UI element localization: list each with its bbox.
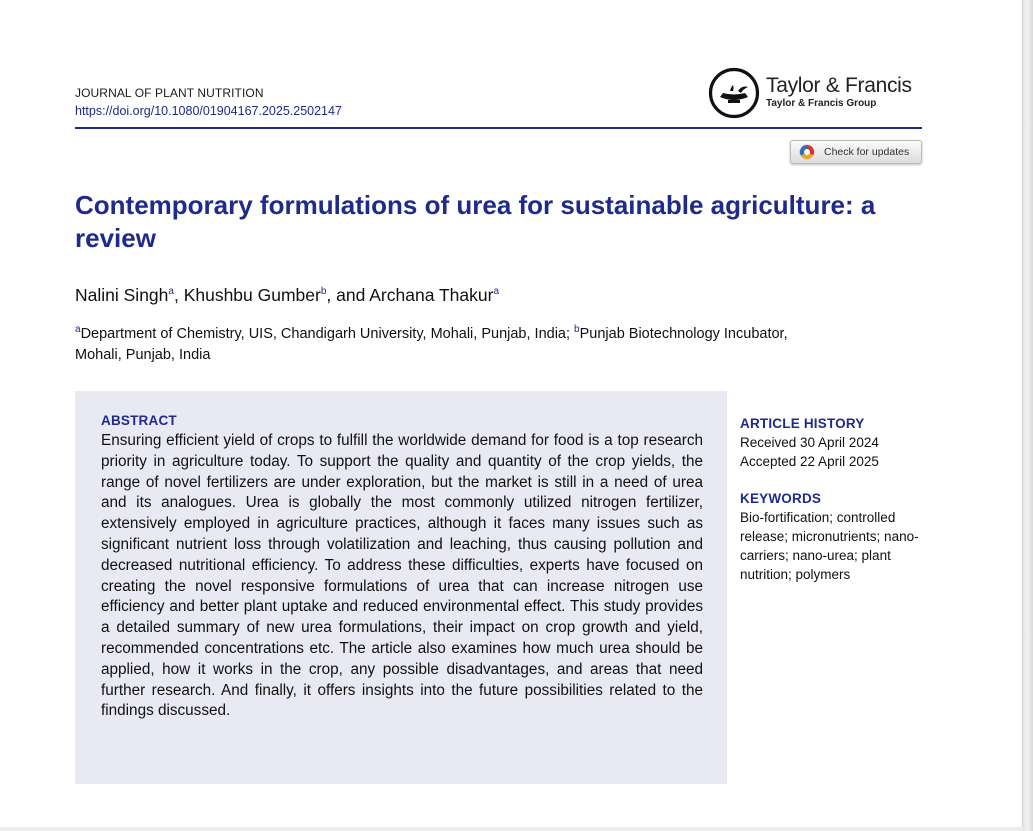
page-bottom-edge — [0, 827, 1023, 831]
author-affiliation-mark: b — [320, 286, 327, 298]
accepted-date: Accepted 22 April 2025 — [740, 454, 879, 469]
article-title: Contemporary formulations of urea for sustainable agriculture: a review — [75, 190, 876, 253]
keywords-heading: KEYWORDS — [740, 491, 822, 506]
journal-name: JOURNAL OF PLANT NUTRITION — [75, 86, 264, 100]
keywords — [740, 489, 926, 584]
author-list — [75, 285, 499, 306]
publisher-brand — [708, 66, 912, 120]
author-separator: , and — [326, 285, 370, 305]
abstract-heading: ABSTRACT — [101, 413, 177, 428]
page-edge-shadow — [1022, 0, 1033, 831]
doi-link[interactable]: https://doi.org/10.1080/01904167.2025.2502147 — [75, 104, 342, 118]
publisher-group: Taylor & Francis Group — [766, 98, 877, 109]
abstract-text: Ensuring efficient yield of crops to fulfill the worldwide demand for food is a top research priority in agriculture today. To support the quality and quantity of the crop yields, the range of novel fertilizers are under exploration, but the market is still in a need of urea and its analogues. Urea is globally the most commonly utilized nitrogen fertilizer, extensively employed in agriculture practices, although it faces many issues such as significant nutrient loss through volatilization and leaching, thus causing pollution and decreased nutritional efficiency. To address these difficulties, experts have focused on creating the novel responsive formulations of urea that can increase nitrogen use efficiency and better plant uptake and reduced environmental effect. This study provides a detailed summary of new urea formulations, their impact on crop growth and yield, recommended concentrations etc. The article also examines how much urea should be applied, how it works in the crop, any possible disadvantages, and areas that need further research. And finally, it offers insights into the future possibilities related to the findings discussed. — [101, 432, 703, 720]
check-for-updates-icon — [799, 144, 815, 160]
author-name: Nalini Singh — [75, 285, 169, 305]
affiliation-text: Department of Chemistry, UIS, Chandigarh University, Mohali, Punjab, India; — [80, 326, 575, 342]
affiliation-mark: b — [574, 324, 580, 336]
affiliation-text: Punjab Biotechnology Incubator, Mohali, Punjab, India — [75, 326, 788, 363]
received-date: Received 30 April 2024 — [740, 435, 879, 450]
abstract-panel — [75, 391, 727, 784]
article-history — [740, 414, 930, 471]
check-for-updates-label: Check for updates — [824, 146, 910, 158]
publisher-name: Taylor & Francis — [766, 74, 912, 97]
header-rule — [75, 127, 922, 129]
author-name: Khushbu Gumber — [183, 285, 321, 305]
affiliations — [75, 324, 835, 366]
author-affiliation-mark: a — [168, 286, 174, 298]
affiliation-mark: a — [75, 324, 81, 336]
publisher-lamp-logo-icon — [708, 67, 760, 119]
keywords-text: Bio-fortification; controlled release; micronutrients; nano-carriers; nano-urea; plant nutrition; polymers — [740, 510, 919, 582]
author-affiliation-mark: a — [493, 286, 500, 298]
author-name: Archana Thakur — [369, 285, 494, 305]
check-for-updates-button[interactable] — [790, 140, 922, 164]
author-separator: , — [173, 285, 184, 305]
article-history-heading: ARTICLE HISTORY — [740, 416, 865, 431]
